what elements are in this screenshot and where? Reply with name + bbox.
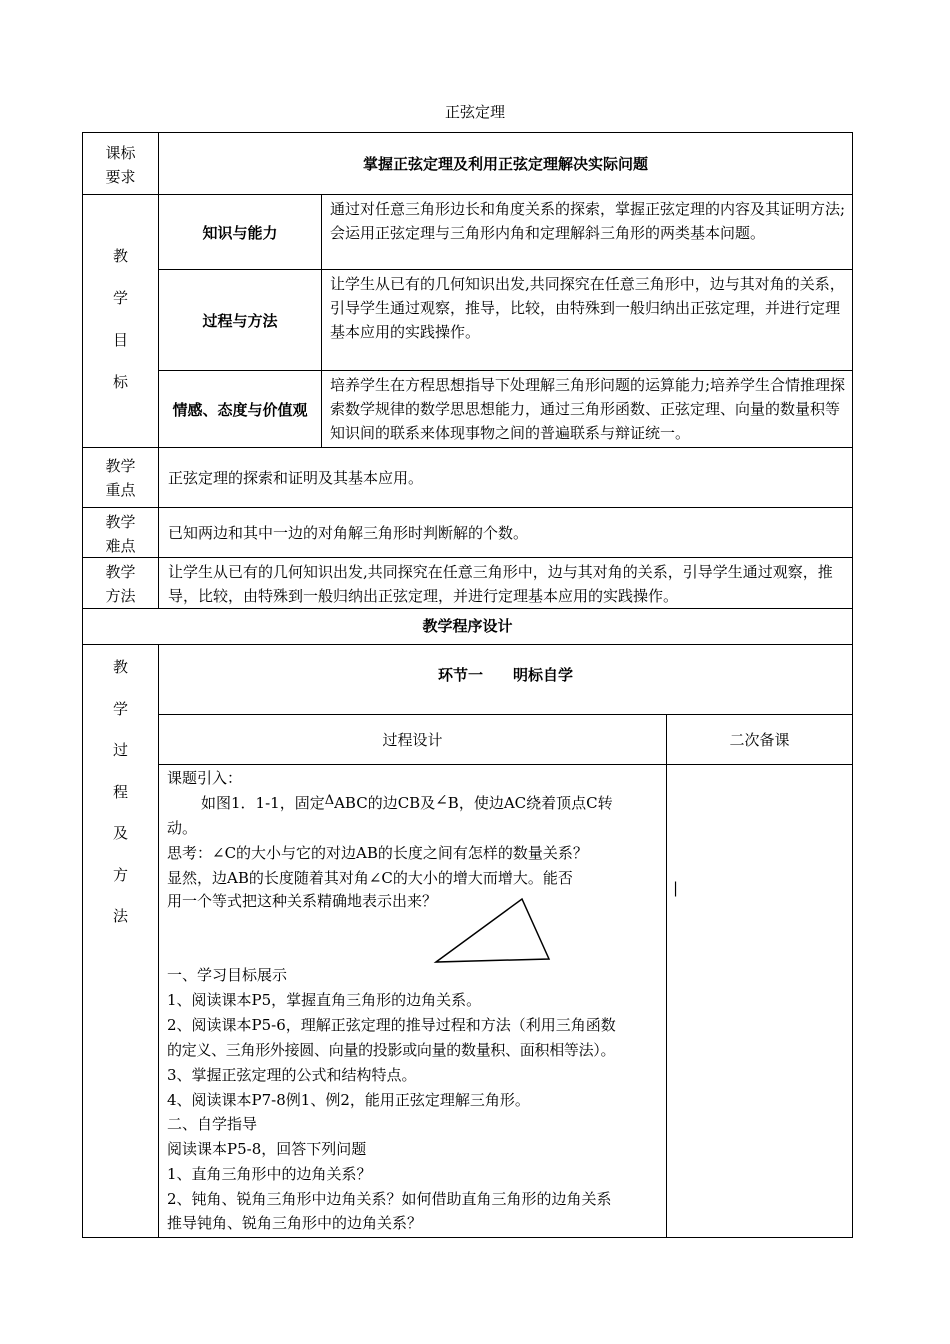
express-line: 用一个等式把这种关系精确地表示出来？ [167,892,438,910]
triangle-symbol: Δ [324,793,335,808]
program-design-title: 教学程序设计 [422,617,513,635]
figure-line-end: 动。 [167,819,198,837]
objective-content-cell [321,370,853,448]
difficulties-label-2: 难点 [105,537,136,555]
process-label-char: 教 [112,658,128,676]
objectives-label-char: 学 [112,289,128,307]
difficulties-label-cell [82,507,159,558]
goal-item: 4、阅读课本P7-8例1、例2，能用正弦定理解三角形。 [167,1091,530,1109]
angle-symbol: ∠ [435,791,448,809]
stage-cell [158,644,853,715]
page-title: 正弦定理 [444,103,505,121]
design-header: 过程设计 [382,731,443,749]
goal-item: 的定义、三角形外接圆、向量的投影或向量的数量积、面积相等法）。 [167,1041,616,1059]
process-label-char: 程 [112,782,128,801]
objectives-label-char: 目 [112,331,128,349]
difficulties-content: 已知两边和其中一边的对角解三角形时判断解的个数。 [168,524,529,542]
figure-text: 如图1．1-1，固定 [201,794,325,812]
goal-item: 2、阅读课本P5-6，理解正弦定理的推导过程和方法（利用三角函数 [167,1016,616,1034]
objective-content-cell [321,269,853,371]
think-line: 思考：∠C的大小与它的对边AB的长度之间有怎样的数量关系？ [167,844,588,862]
triangle-figure [429,896,559,968]
standard-label-2: 要求 [105,168,136,186]
goal-title: 一、学习目标展示 [167,966,288,984]
guide-intro: 阅读课本P5-8，回答下列问题 [167,1140,367,1158]
keypoints-label-2: 重点 [105,481,136,499]
design-content-cell [158,764,667,1238]
prep-header: 二次备课 [729,731,790,749]
process-label-char: 及 [112,824,128,842]
keypoints-label-cell [82,447,159,508]
prep-content-cell [666,764,853,1238]
objectives-label-char: 教 [112,247,128,265]
process-label-char: 过 [112,741,128,759]
design-header-cell [158,714,667,765]
objectives-label-char: 标 [112,373,128,391]
keypoints-content: 正弦定理的探索和证明及其基本应用。 [168,469,424,487]
goal-item: 1、阅读课本P5，掌握直角三角形的边角关系。 [167,991,482,1009]
methods-content: 让学生从已有的几何知识出发,共同探究在任意三角形中，边与其对角的关系，引导学生通过观察，推导，比较，由特殊到一般归纳出正弦定理，并进行定理基本应用的实践操作。 [168,563,833,605]
triangle-shape [436,899,549,962]
figure-text: ABC的边CB及 [334,794,436,812]
objective-category-cell [158,370,322,448]
stage-title: 环节一 明标自学 [437,666,573,684]
standard-label-cell [82,132,159,195]
objective-category-cell [158,269,322,371]
prep-header-cell [666,714,853,765]
question-item: 1、直角三角形中的边角关系？ [167,1165,372,1183]
standard-label-1: 课标 [105,144,136,162]
figure-line [201,791,613,817]
process-label-char: 学 [112,699,128,718]
objective-category-cell [158,194,322,270]
methods-label-cell [82,557,159,609]
objectives-label-cell [82,194,159,448]
objective-content: 通过对任意三角形边长和角度关系的探索，掌握正弦定理的内容及其证明方法;会运用正弦定理与三角形内角和定理解斜三角形的两类基本问题。 [330,200,846,242]
objective-content-cell [321,194,853,270]
methods-label-1: 教学 [105,563,136,581]
goal-item: 3、掌握正弦定理的公式和结构特点。 [167,1066,417,1084]
objective-category: 情感、态度与价值观 [172,401,308,419]
prep-mark: | [673,879,679,897]
objective-content: 培养学生在方程思想指导下处理解三角形问题的运算能力;培养学生合情推理探索数学规律的数学思思想能力，通过三角形函数、正弦定理、向量的数量积等知识间的联系来体现事物之间的普遍联系与辩证统一。 [330,376,846,442]
intro-line: 课题引入： [167,769,243,787]
difficulties-content-cell [158,507,853,558]
process-label-cell [82,644,159,1238]
figure-text: B，使边AC绕着顶点C转 [447,794,613,812]
standard-content-cell [158,132,853,195]
methods-content-cell [158,557,853,609]
difficulties-label-1: 教学 [105,513,136,531]
standard-content: 掌握正弦定理及利用正弦定理解决实际问题 [362,155,648,173]
objective-category: 过程与方法 [202,312,278,330]
question-item: 推导钝角、锐角三角形中的边角关系？ [167,1214,423,1232]
question-item: 2、钝角、锐角三角形中边角关系？如何借助直角三角形的边角关系 [167,1190,612,1208]
keypoints-label-1: 教学 [105,457,136,475]
objective-category: 知识与能力 [202,224,278,242]
process-label-char: 方 [112,865,128,884]
obvious-line: 显然，边AB的长度随着其对角∠C的大小的增大而增大。能否 [167,869,573,887]
program-design-cell [82,608,853,645]
process-label-char: 法 [112,907,128,925]
methods-label-2: 方法 [105,587,136,605]
objective-content: 让学生从已有的几何知识出发,共同探究在任意三角形中，边与其对角的关系，引导学生通过观察，推导，比较，由特殊到一般归纳出正弦定理，并进行定理基本应用的实践操作。 [330,275,845,341]
guide-title: 二、自学指导 [167,1115,258,1133]
keypoints-content-cell [158,447,853,508]
